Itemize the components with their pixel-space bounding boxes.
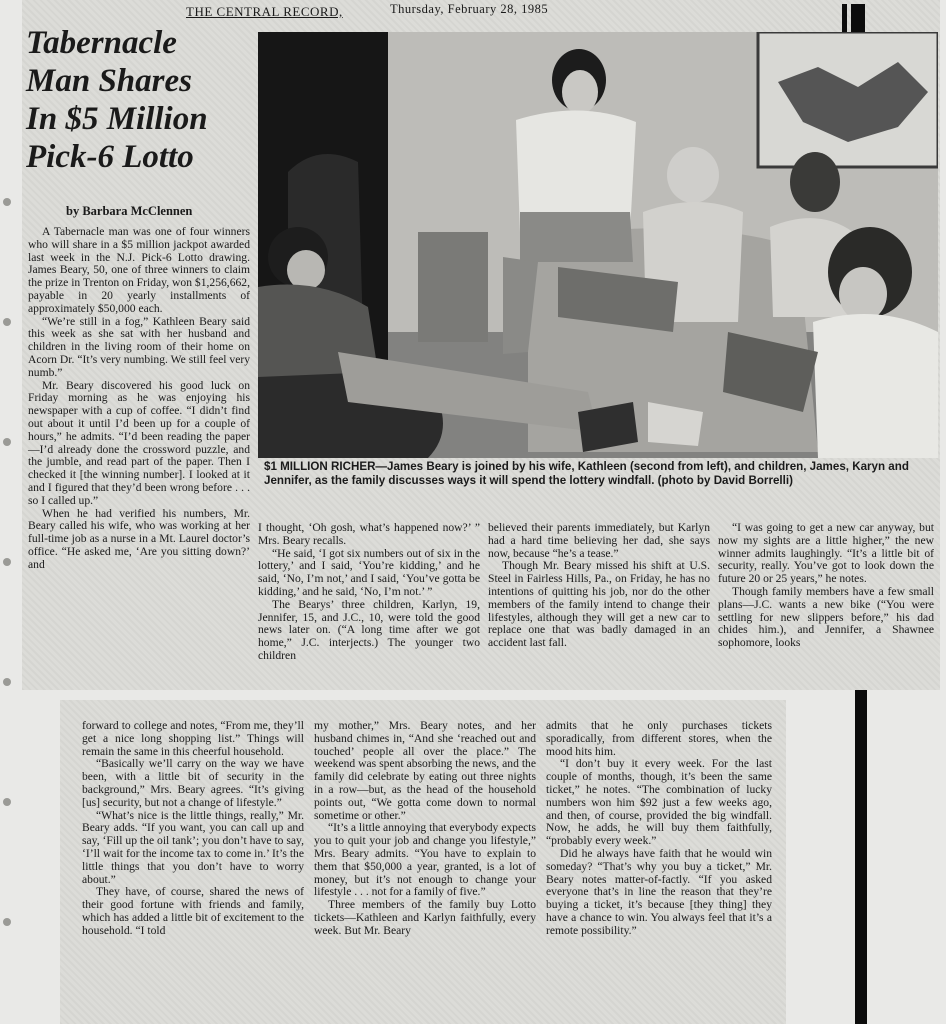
article-column-3	[488, 522, 710, 650]
binder-hole	[3, 438, 11, 446]
binder-hole	[3, 318, 11, 326]
article-column-4	[718, 522, 934, 650]
photo-caption: $1 MILLION RICHER—James Beary is joined by his wife, Kathleen (second from left), and children, James, Karyn and Jennifer, as the family discusses ways it will spend the lottery windfall. (photo by David Borrelli)	[264, 460, 909, 487]
family-photo	[258, 32, 938, 458]
paragraph: Did he always have faith that he would win someday? “That’s why you buy a ticket,” Mr. Beary notes matter-of-factly. “If you asked everyone that’s in line the reason that they’re buying a ticket, it’s because [they thing] they have a chance to win. You always feel that it’s a remote possibility.”	[546, 846, 772, 937]
paragraph: believed their parents immediately, but Karlyn had a hard time believing her dad, she says now, because “he’s a tease.”	[488, 521, 710, 560]
paragraph: “I don’t buy it every week. For the last couple of months, though, it’s been the same ticket,” he notes. “The combination of lucky numbers won him $92 just a few weeks ago, and then, of course, provided the big windfall. Now, he adds, he will buy them faithfully, “probably every week.”	[546, 757, 772, 848]
article-column-7	[546, 720, 772, 938]
issue-date: Thursday, February 28, 1985	[390, 2, 549, 16]
headline-line: In $5 Million	[26, 101, 208, 137]
edge-bar	[855, 690, 867, 1024]
paragraph: Though family members have a few small plans—J.C. wants a new bike (“You were settling for new slippers before,” his dad chides him.), and Jennifer, a Shawnee sophomore, looks	[718, 584, 934, 650]
article-column-6	[314, 720, 536, 938]
article-column-2	[258, 522, 480, 663]
binder-hole	[3, 918, 11, 926]
headline-line: Tabernacle	[26, 25, 177, 61]
paragraph: A Tabernacle man was one of four winners who will share in a $5 million jackpot awarded last week in the N.J. Pick-6 Lotto drawing. James Beary, 50, one of three winners to claim the prize in Trenton on Friday, won $1,256,662, payable in 20 yearly installments of approximately $50,000 each.	[28, 225, 250, 315]
binder-hole	[3, 678, 11, 686]
paragraph: Mr. Beary discovered his good luck on Friday morning as he was enjoying his newspaper with a cup of coffee. “I didn’t find out about it until I’d been up for a couple of hours,” he admits. “I’d been reading the paper—I’d already done the crossword puzzle, and the jumble, and read part of the paper. Then I checked it [the winning number]. I looked at it and I figured that they’d been wrong before . . . so I called up.”	[28, 378, 250, 507]
edge-bar	[851, 4, 865, 32]
paragraph: admits that he only purchases tickets sporadically, from different stores, when the mood hits him.	[546, 719, 772, 758]
paragraph: my mother,” Mrs. Beary notes, and her husband chimes in, “And she ‘reached out and touched’ people all over the place.” The weekend was spent absorbing the news, and the family did celebrate by eating out three nights in a row—but, as the head of the household points out, “We gotta come down to normal sometime or other.”	[314, 719, 536, 822]
paragraph: When he had verified his numbers, Mr. Beary called his wife, who was working at her full-time job as a nurse in a Mt. Laurel doctor’s office. “He asked me, ‘Are you sitting down?’ and	[28, 506, 250, 571]
article-column-5	[82, 720, 304, 938]
byline: by Barbara McClennen	[66, 204, 193, 218]
paragraph: Three members of the family buy Lotto tickets—Kathleen and Karlyn faithfully, every week. But Mr. Beary	[314, 898, 536, 937]
headline	[26, 24, 256, 176]
paragraph: Though Mr. Beary missed his shift at U.S. Steel in Fairless Hills, Pa., on Friday, he has no intentions of quitting his job, nor do the other members of the family intend to change their lifestyles, although they will get a new car to replace one that was badly damaged in an accident last fall.	[488, 559, 710, 650]
paragraph: “He said, ‘I got six numbers out of six in the lottery,’ and I said, ‘You’re kidding,’ and he said, ‘No, I’m not,’ and I said, ‘You’ve gotta be kidding,’ and he said, ‘No, I’m not.’ ”	[258, 546, 480, 598]
paragraph: “It’s a little annoying that everybody expects you to quit your job and change you lifestyle,” Mrs. Beary admits. “You have to explain to them that $50,000 a year, granted, is a lot of money, but it’s not enough to change your lifestyle . . . not for a family of five.”	[314, 821, 536, 899]
paragraph: forward to college and notes, “From me, they’ll get a nice long shopping list.” Things will remain the same in this cheerful household.	[82, 719, 304, 758]
paragraph: “I was going to get a new car anyway, but now my sights are a little higher,” the new winner admits laughingly. “It’s a little bit of security, really. You’ve got to look down the future 20 or 25 years,” he notes.	[718, 521, 934, 586]
paragraph: They have, of course, shared the news of their good fortune with friends and family, which has added a little bit of excitement to the household. “I told	[82, 885, 304, 937]
binder-hole	[3, 198, 11, 206]
paragraph: “Basically we’ll carry on the way we have been, with a little bit of security in the background,” Mrs. Beary agrees. “It’s giving [us] security, but not a change of lifestyle.”	[82, 757, 304, 809]
headline-line: Pick-6 Lotto	[26, 139, 194, 175]
paper-name: THE CENTRAL RECORD,	[186, 4, 343, 19]
headline-line: Man Shares	[26, 63, 192, 99]
binder-hole	[3, 798, 11, 806]
binder-hole	[3, 558, 11, 566]
paragraph: I thought, ‘Oh gosh, what’s happened now?’ ” Mrs. Beary recalls.	[258, 521, 480, 547]
edge-bar	[842, 4, 847, 32]
photo-illustration	[258, 32, 938, 458]
paragraph: “What’s nice is the little things, really,” Mr. Beary adds. “If you want, you can call up and say, ‘Fill up the oil tank’; you don’t have to say, ‘I’ll wait for the income tax to come in.’ It’s the little things that you don’t have to worry about.”	[82, 808, 304, 886]
paragraph: “We’re still in a fog,” Kathleen Beary said this week as she sat with her husband and children in the living room of their home on Acorn Dr. “It’s very numbing. We still feel very numb.”	[28, 314, 250, 379]
paragraph: The Bearys’ three children, Karlyn, 19, Jennifer, 15, and J.C., 10, were told the good news later on. (“A long time after we got home,” J.C. interjects.) The younger two children	[258, 597, 480, 662]
masthead	[186, 2, 549, 20]
article-column-1	[28, 226, 250, 572]
